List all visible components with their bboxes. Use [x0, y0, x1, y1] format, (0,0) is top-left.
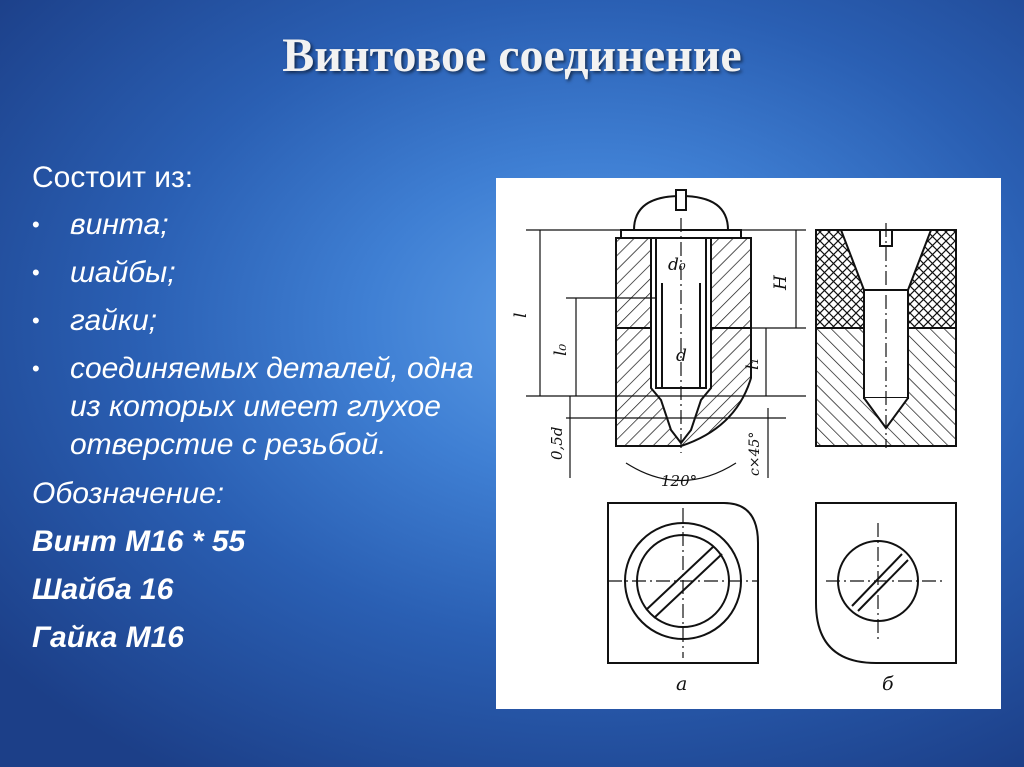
- drawing-svg: [496, 178, 1001, 709]
- label-chamfer: c×45°: [747, 431, 763, 476]
- label-l1: l₁: [743, 357, 763, 370]
- intro-text: Состоит из:: [32, 161, 194, 194]
- upper-plate-left: [616, 238, 651, 328]
- label-angle: 120°: [661, 472, 698, 490]
- parts-list: [32, 206, 492, 464]
- bullet: •: [32, 308, 40, 333]
- label-l: l: [511, 312, 531, 318]
- list-item-text: винта;: [70, 208, 169, 241]
- label-d: d: [676, 346, 687, 366]
- designation-washer: Шайба 16: [32, 573, 174, 606]
- list-item: [32, 350, 492, 464]
- label-view-a: а: [676, 673, 688, 695]
- view-b-section: [816, 223, 956, 448]
- list-item-text: соединяемых деталей, одна из которых имеет глухое отверстие с резьбой.: [70, 352, 474, 461]
- content-column: [32, 160, 492, 658]
- label-view-b: б: [882, 673, 894, 695]
- technical-drawing: [496, 178, 1001, 709]
- screw-slot: [676, 190, 686, 210]
- view-a-top: [608, 503, 758, 663]
- label-d0: d₀: [668, 255, 686, 275]
- view-b-top: [816, 503, 956, 663]
- list-item: [32, 254, 492, 292]
- label-H: H: [771, 275, 791, 290]
- upper-plate-right: [711, 238, 751, 328]
- bullet: •: [32, 212, 40, 237]
- slide-title: Винтовое соединение: [282, 29, 742, 82]
- designation-label: Обозначение:: [32, 477, 225, 510]
- label-half-d: 0,5d: [548, 426, 566, 460]
- designation-nut: Гайка М16: [32, 621, 184, 654]
- label-l0: l₀: [551, 343, 571, 356]
- list-item: [32, 302, 492, 340]
- list-item: [32, 206, 492, 244]
- bullet: •: [32, 356, 40, 381]
- view-a-section: [526, 190, 806, 481]
- list-item-text: гайки;: [70, 304, 158, 337]
- bullet: •: [32, 260, 40, 285]
- list-item-text: шайбы;: [70, 256, 176, 289]
- designation-screw: Винт М16 * 55: [32, 525, 246, 558]
